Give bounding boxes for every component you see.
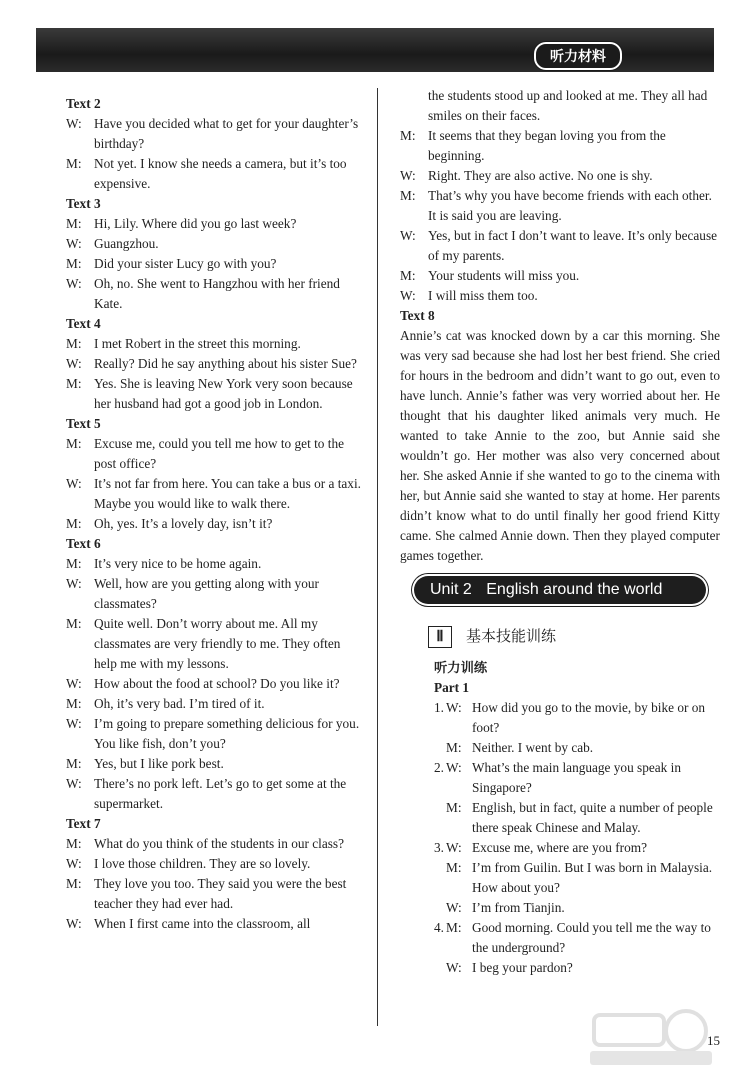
unit-title: English around the world — [486, 581, 663, 598]
speaker-label: W: — [400, 288, 416, 303]
question-line — [434, 758, 720, 798]
question-number: 2. — [434, 760, 444, 775]
text-heading: Text 4 — [66, 316, 101, 331]
speaker-label: M: — [446, 860, 462, 875]
question-line — [434, 858, 720, 898]
dialogue-text: Right. They are also active. No one is shy. — [428, 168, 653, 183]
dialogue-text: Really? Did he say anything about his sister Sue? — [94, 356, 357, 371]
dialogue-text: Yes. She is leaving New York very soon because her husband had got a good job in London. — [94, 376, 353, 411]
question-number: 3. — [434, 840, 444, 855]
speaker-label: M: — [400, 128, 416, 143]
speaker-label: M: — [66, 556, 82, 571]
question-line — [434, 898, 720, 918]
dialogue-text: Yes, but in fact I don’t want to leave. It’s only because of my parents. — [428, 228, 718, 263]
speaker-label: W: — [400, 168, 416, 183]
question-line — [434, 738, 720, 758]
question-line — [434, 958, 720, 978]
dialogue-line — [66, 274, 366, 314]
speaker-label: W: — [66, 676, 82, 691]
dialogue-line — [66, 714, 366, 754]
question-number — [434, 738, 446, 758]
dialogue-line — [66, 154, 366, 194]
dialogue-line — [66, 334, 366, 354]
speaker-label: W: — [66, 716, 82, 731]
dialogue-text: I’m going to prepare something delicious for you. You like fish, don’t you? — [94, 716, 360, 751]
question-number: 1. — [434, 700, 444, 715]
speaker-spacer — [400, 86, 428, 126]
dialogue-text: English, but in fact, quite a number of people there speak Chinese and Malay. — [472, 800, 713, 835]
dialogue-line — [400, 266, 720, 286]
dialogue-text: It seems that they began loving you from the beginning. — [428, 128, 666, 163]
dialogue-line — [66, 354, 366, 374]
speaker-label: W: — [446, 700, 462, 715]
dialogue-text: Well, how are you getting along with your classmates? — [94, 576, 319, 611]
dialogue-line — [400, 186, 720, 226]
speaker-label: M: — [66, 156, 82, 171]
speaker-label: W: — [66, 916, 82, 931]
question-line — [434, 838, 720, 858]
question-number — [434, 898, 446, 918]
dialogue-line — [66, 574, 366, 614]
section-title: 基本技能训练 — [466, 628, 557, 645]
speaker-label: W: — [66, 276, 82, 291]
speaker-label: W: — [446, 760, 462, 775]
dialogue-line — [66, 874, 366, 914]
unit-label: Unit 2 — [430, 581, 472, 598]
dialogue-line — [66, 554, 366, 574]
dialogue-text: Oh, no. She went to Hangzhou with her friend Kate. — [94, 276, 340, 311]
part-heading: Part 1 — [434, 680, 470, 695]
speaker-label: M: — [446, 800, 462, 815]
dialogue-text: Your students will miss you. — [428, 268, 580, 283]
speaker-label: W: — [446, 960, 462, 975]
dialogue-text: Excuse me, where are you from? — [472, 840, 647, 855]
right-column — [400, 86, 720, 978]
dialogue-line — [66, 754, 366, 774]
question-number: 4. — [434, 920, 444, 935]
dialogue-line — [400, 126, 720, 166]
dialogue-continuation — [400, 86, 720, 126]
dialogue-line — [66, 434, 366, 474]
speaker-label: W: — [400, 228, 416, 243]
speaker-label: M: — [66, 616, 82, 631]
speaker-label: M: — [400, 188, 416, 203]
dialogue-line — [66, 914, 366, 934]
dialogue-text: Did your sister Lucy go with you? — [94, 256, 277, 271]
dialogue-text: the students stood up and looked at me. They all had smiles on their faces. — [428, 88, 708, 123]
speaker-label: W: — [446, 840, 462, 855]
speaker-label: M: — [66, 376, 82, 391]
page-number: 15 — [707, 1033, 720, 1048]
speaker-label: M: — [66, 216, 82, 231]
listening-subheading: 听力训练 — [434, 660, 488, 675]
right-column-dialogue — [400, 86, 720, 566]
dialogue-text: Excuse me, could you tell me how to get to the post office? — [94, 436, 344, 471]
question-number — [434, 858, 446, 898]
question-line — [434, 698, 720, 738]
dialogue-line — [66, 694, 366, 714]
column-divider — [377, 88, 378, 1026]
text-heading: Text 8 — [400, 308, 435, 323]
speaker-label: W: — [446, 900, 462, 915]
dialogue-text: I’m from Tianjin. — [472, 900, 565, 915]
dialogue-line — [66, 834, 366, 854]
question-line — [434, 918, 720, 958]
dialogue-text: Not yet. I know she needs a camera, but it’s too expensive. — [94, 156, 347, 191]
dialogue-text: How about the food at school? Do you like it? — [94, 676, 340, 691]
watermark-logo — [586, 1007, 716, 1069]
unit-banner — [414, 576, 706, 604]
dialogue-text: There’s no pork left. Let’s go to get some at the supermarket. — [94, 776, 347, 811]
speaker-label: M: — [66, 256, 82, 271]
dialogue-text: Have you decided what to get for your daughter’s birthday? — [94, 116, 359, 151]
dialogue-line — [66, 774, 366, 814]
dialogue-line — [400, 166, 720, 186]
dialogue-line — [400, 286, 720, 306]
speaker-label: W: — [66, 236, 82, 251]
speaker-label: M: — [66, 336, 82, 351]
text-heading: Text 6 — [66, 536, 101, 551]
speaker-label: M: — [66, 756, 82, 771]
text-heading: Text 2 — [66, 96, 101, 111]
dialogue-text: I beg your pardon? — [472, 960, 573, 975]
roman-numeral-box: Ⅱ — [428, 626, 452, 648]
speaker-label: M: — [400, 268, 416, 283]
dialogue-text: I’m from Guilin. But I was born in Malaysia. How about you? — [472, 860, 713, 895]
dialogue-text: Guangzhou. — [94, 236, 159, 251]
dialogue-text: Neither. I went by cab. — [472, 740, 594, 755]
dialogue-line — [66, 114, 366, 154]
speaker-label: W: — [66, 116, 82, 131]
dialogue-text: When I first came into the classroom, all — [94, 916, 311, 931]
question-list — [400, 698, 720, 978]
dialogue-text: Oh, yes. It’s a lovely day, isn’t it? — [94, 516, 273, 531]
speaker-label: W: — [66, 576, 82, 591]
dialogue-text: I will miss them too. — [428, 288, 538, 303]
dialogue-line — [66, 474, 366, 514]
speaker-label: W: — [66, 856, 82, 871]
dialogue-text: Good morning. Could you tell me the way to the underground? — [472, 920, 711, 955]
section-heading — [428, 626, 720, 648]
dialogue-line — [66, 214, 366, 234]
dialogue-text: It’s not far from here. You can take a bus or a taxi. Maybe you would like to walk there. — [94, 476, 361, 511]
text-heading: Text 5 — [66, 416, 101, 431]
left-column — [66, 94, 366, 934]
dialogue-text: Hi, Lily. Where did you go last week? — [94, 216, 297, 231]
dialogue-line — [66, 254, 366, 274]
question-number — [434, 798, 446, 838]
dialogue-text: Quite well. Don’t worry about me. All my classmates are very friendly to me. They often help me with my lessons. — [94, 616, 341, 671]
dialogue-text: I love those children. They are so lovely. — [94, 856, 311, 871]
speaker-label: W: — [66, 356, 82, 371]
narrative-paragraph: Annie’s cat was knocked down by a car this morning. She was very sad because she had lost her best friend. She cried for hours in the bedroom and didn’t want to go out, even to have lunch. Annie’s father was very worried about her. He thought that his daughter liked animals very much. He wanted to take Annie to the zoo, but Annie said she wouldn’t go. Her mother was also very concerned about her. She asked Annie if she wanted to go to the cinema with her, but Annie said she wanted to stay at home. Her parents didn’t know what to do until finally her good friend Kitty came. She calmed Annie down. Then they played computer games together. — [400, 328, 720, 563]
dialogue-line — [66, 234, 366, 254]
dialogue-text: How did you go to the movie, by bike or on foot? — [472, 700, 706, 735]
dialogue-line — [66, 614, 366, 674]
question-number — [434, 958, 446, 978]
speaker-label: M: — [446, 920, 462, 935]
dialogue-text: What do you think of the students in our class? — [94, 836, 345, 851]
dialogue-text: What’s the main language you speak in Singapore? — [472, 760, 681, 795]
header-bar — [36, 28, 714, 72]
speaker-label: W: — [66, 776, 82, 791]
dialogue-text: Yes, but I like pork best. — [94, 756, 224, 771]
speaker-label: M: — [66, 436, 82, 451]
text-heading: Text 3 — [66, 196, 101, 211]
dialogue-line — [66, 674, 366, 694]
dialogue-text: That’s why you have become friends with each other. It is said you are leaving. — [428, 188, 712, 223]
speaker-label: M: — [66, 516, 82, 531]
section-tag: 听力材料 — [534, 42, 622, 70]
question-line — [434, 798, 720, 838]
speaker-label: M: — [66, 876, 82, 891]
dialogue-line — [66, 854, 366, 874]
dialogue-text: It’s very nice to be home again. — [94, 556, 262, 571]
dialogue-line — [400, 226, 720, 266]
dialogue-text: Oh, it’s very bad. I’m tired of it. — [94, 696, 265, 711]
dialogue-text: I met Robert in the street this morning. — [94, 336, 301, 351]
speaker-label: W: — [66, 476, 82, 491]
text-heading: Text 7 — [66, 816, 101, 831]
dialogue-text: They love you too. They said you were the best teacher they had ever had. — [94, 876, 347, 911]
speaker-label: M: — [66, 836, 82, 851]
dialogue-line — [66, 374, 366, 414]
dialogue-line — [66, 514, 366, 534]
speaker-label: M: — [446, 740, 462, 755]
speaker-label: M: — [66, 696, 82, 711]
